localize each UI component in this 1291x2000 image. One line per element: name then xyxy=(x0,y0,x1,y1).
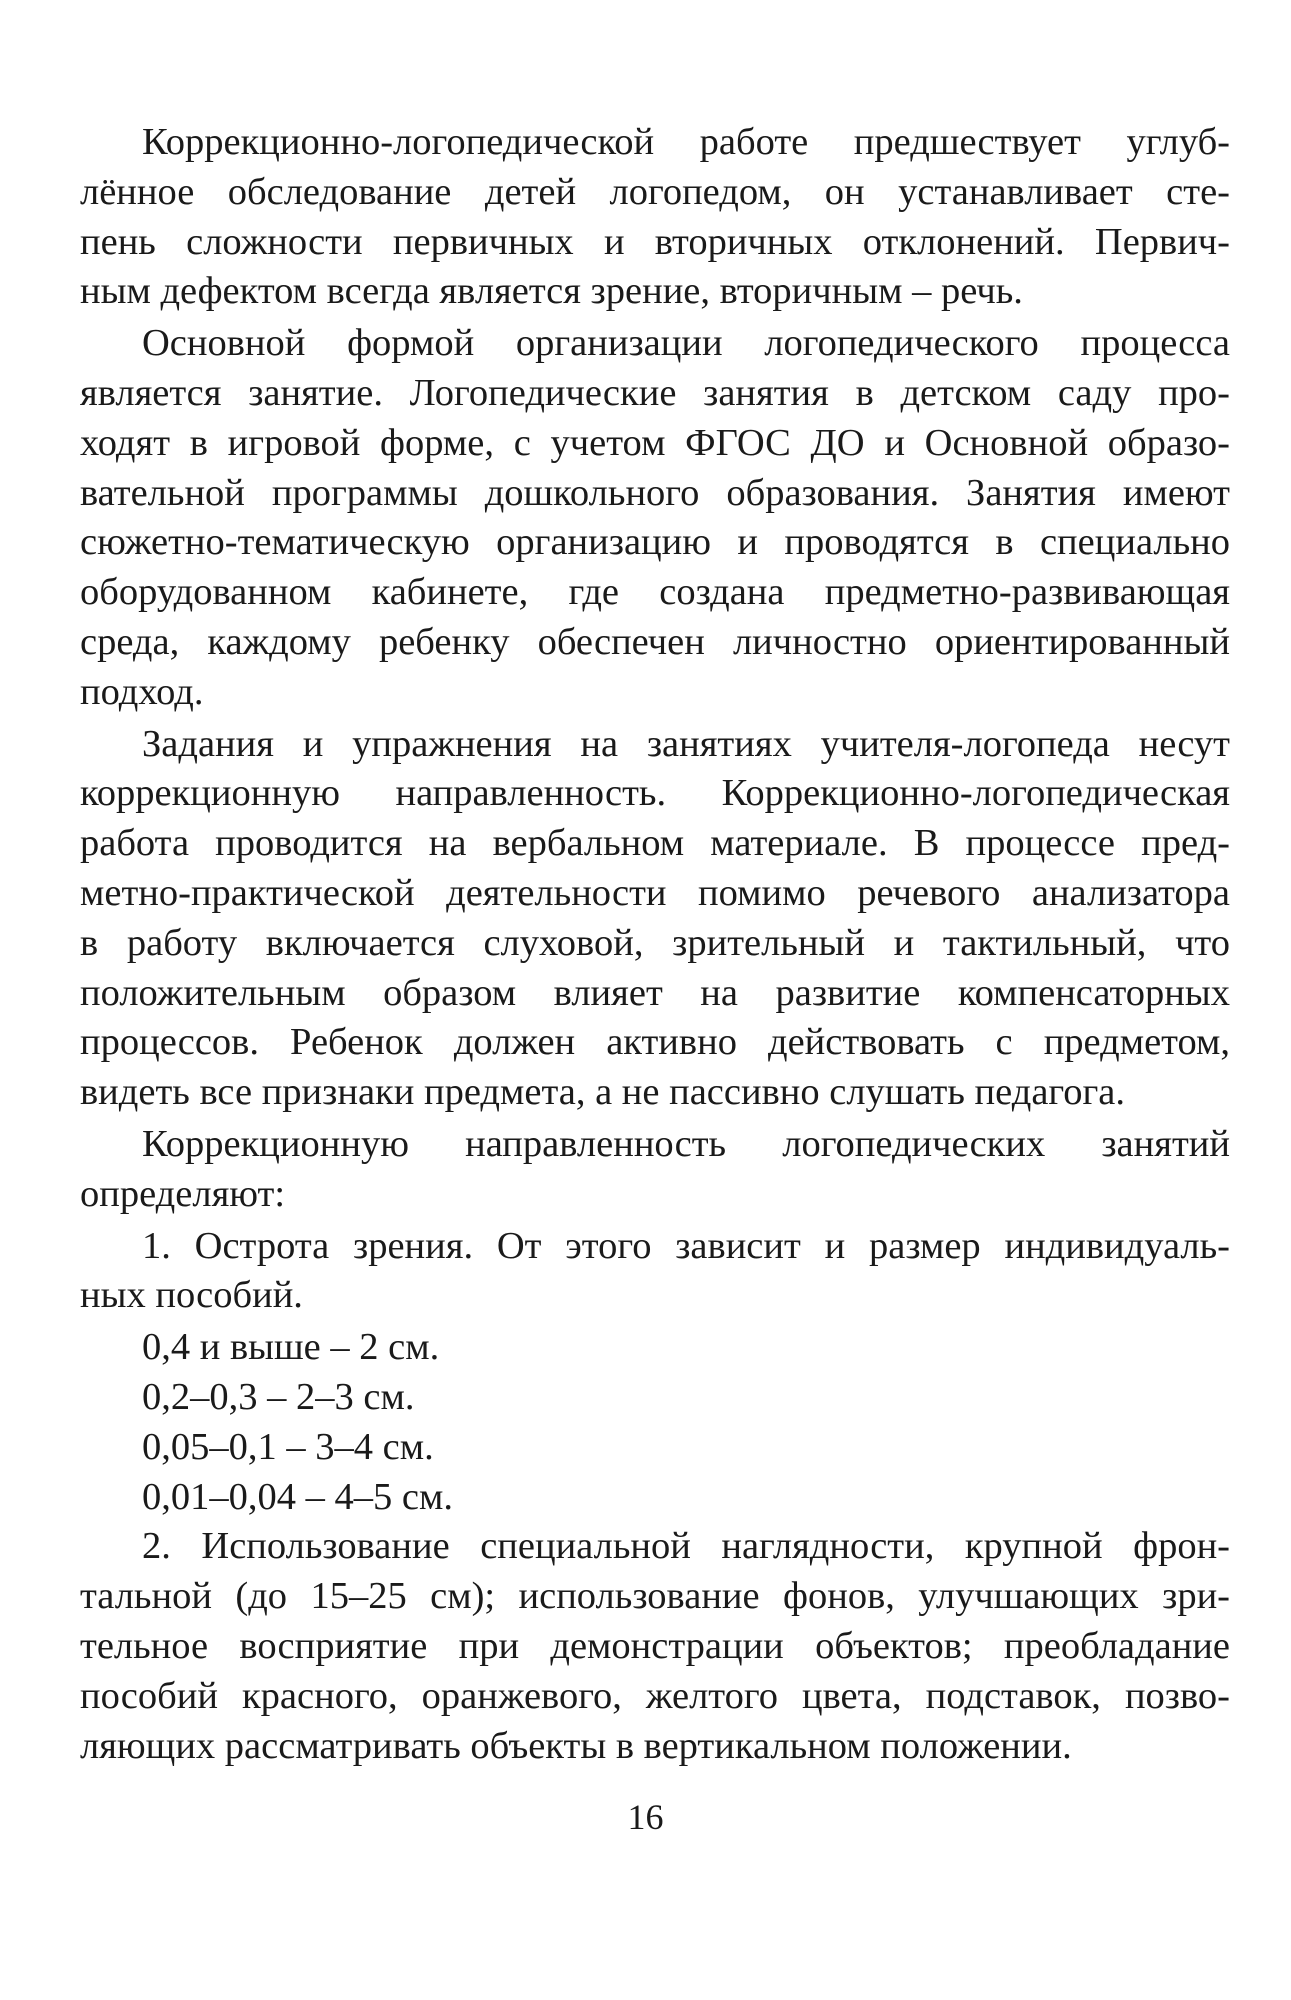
text-line: метно-практической деятельности помимо речевого анализатора xyxy=(80,871,1230,914)
size-list-item: 0,01–0,04 – 4–5 см. xyxy=(142,1475,453,1518)
text-line: Основной формой организации логопедического процесса xyxy=(142,322,1230,365)
text-line: ным дефектом всегда является зрение, вторичным – речь. xyxy=(80,270,1023,313)
text-line: тальной (до 15–25 см); использование фонов, улучшающих зри- xyxy=(80,1575,1230,1618)
text-line: в работу включается слуховой, зрительный и тактильный, что xyxy=(80,921,1230,964)
text-line: работа проводится на вербальном материале. В процессе пред- xyxy=(80,822,1230,865)
page-body xyxy=(80,118,1230,1773)
text-line: Задания и упражнения на занятиях учителя-логопеда несут xyxy=(142,722,1230,765)
paragraph-tasks-exercises xyxy=(80,720,1230,1118)
text-line: оборудованном кабинете, где создана предметно-развивающая xyxy=(80,571,1230,614)
size-list-item: 0,4 и выше – 2 см. xyxy=(142,1326,440,1369)
paragraph-organization-form xyxy=(80,319,1230,717)
text-line: ляющих рассматривать объекты в вертикальном положении. xyxy=(80,1724,1072,1767)
size-list-item: 0,2–0,3 – 2–3 см. xyxy=(142,1375,415,1418)
page-number: 16 xyxy=(627,1797,664,1837)
text-line: подход. xyxy=(80,670,204,713)
text-line: ных пособий. xyxy=(80,1274,303,1317)
text-line: ходят в игровой форме, с учетом ФГОС ДО и Основной образо- xyxy=(80,421,1230,464)
text-line: 2. Использование специальной наглядности, крупной фрон- xyxy=(142,1525,1230,1568)
text-line: вательной программы дошкольного образования. Занятия имеют xyxy=(80,471,1230,514)
text-line: среда, каждому ребенку обеспечен личностно ориентированный xyxy=(80,620,1230,663)
text-line: Коррекционно-логопедической работе предшествует углуб- xyxy=(142,121,1230,163)
text-line: пень сложности первичных и вторичных отклонений. Первич- xyxy=(80,220,1230,263)
text-line: пособий красного, оранжевого, желтого цвета, подставок, позво- xyxy=(80,1674,1230,1717)
text-line: положительным образом влияет на развитие компенсаторных xyxy=(80,971,1230,1014)
text-line: является занятие. Логопедические занятия в детском саду про- xyxy=(80,371,1230,414)
text-line: тельное восприятие при демонстрации объектов; преобладание xyxy=(80,1624,1230,1667)
text-line: Коррекционную направленность логопедических занятий xyxy=(142,1122,1230,1165)
paragraph-examination xyxy=(80,118,1230,317)
text-line: видеть все признаки предмета, а не пассивно слушать педагога. xyxy=(80,1071,1125,1114)
text-line: процессов. Ребенок должен активно действовать с предметом, xyxy=(80,1021,1230,1064)
text-line: 1. Острота зрения. От этого зависит и размер индивидуаль- xyxy=(142,1224,1230,1267)
text-line: сюжетно-тематическую организацию и проводятся в специально xyxy=(80,521,1230,564)
text-line: лённое обследование детей логопедом, он устанавливает сте- xyxy=(80,170,1230,213)
paragraph-correction-direction xyxy=(80,1120,1230,1220)
size-list xyxy=(80,1323,1230,1522)
size-list-item: 0,05–0,1 – 3–4 см. xyxy=(142,1425,434,1468)
list-item-visual-acuity xyxy=(80,1222,1230,1322)
text-line: определяют: xyxy=(80,1172,286,1215)
list-item-special-visuals xyxy=(80,1522,1230,1771)
text-line: коррекционную направленность. Коррекционно-логопедическая xyxy=(80,772,1230,815)
